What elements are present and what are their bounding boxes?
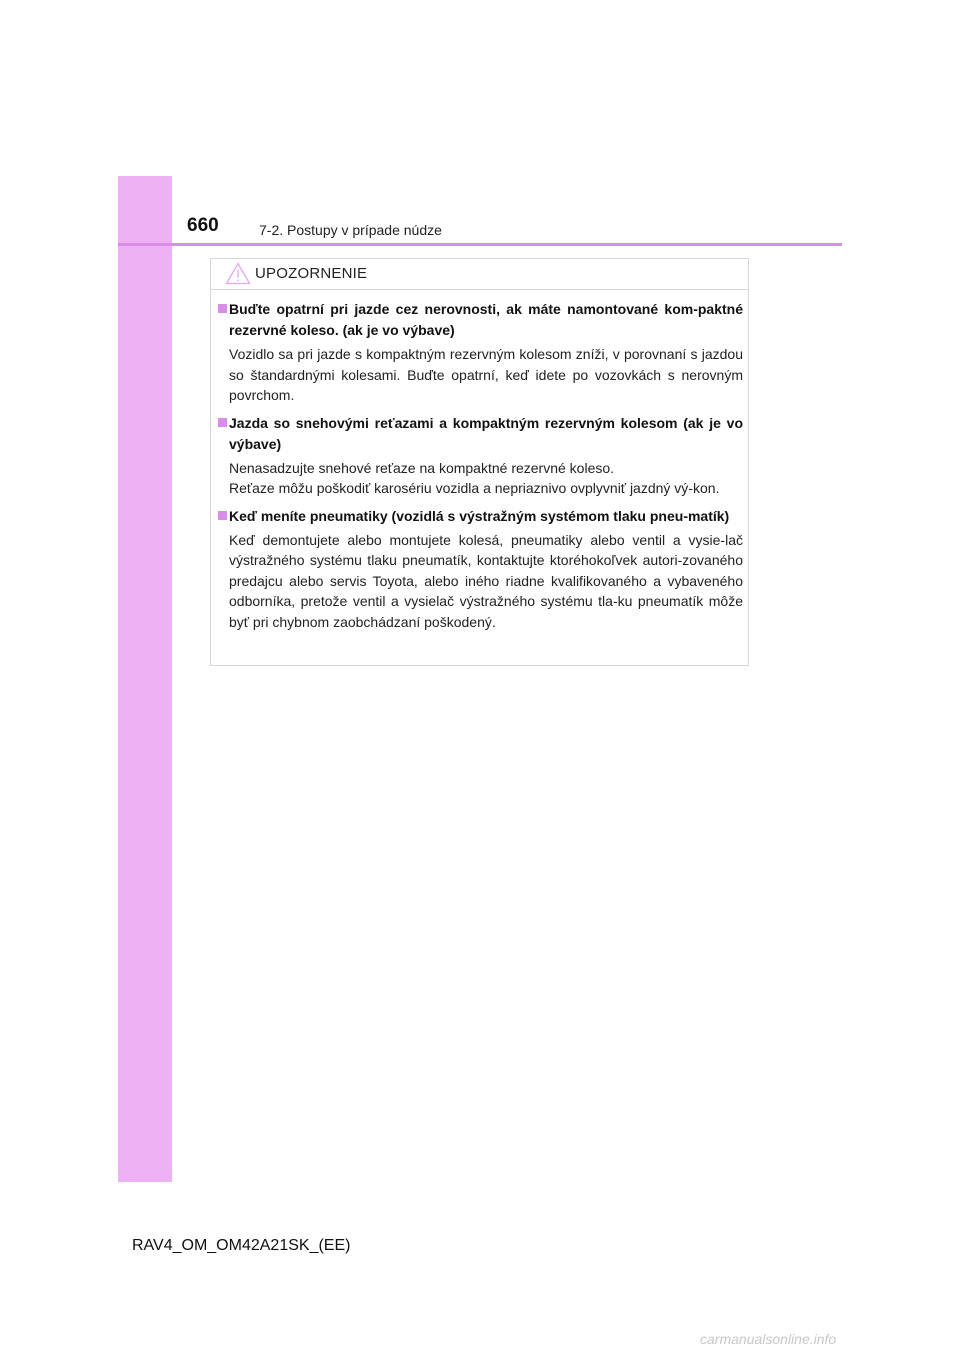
header-divider [118,243,842,246]
heading-text: Buďte opatrní pri jazde cez nerovnosti, ak máte namontované kom-paktné rezervné koleso. (ak je vo výbave) [229,301,743,338]
warning-triangle-icon [225,262,251,285]
warning-item-text [218,458,743,499]
warning-item-heading [218,413,743,455]
warning-item-text: Keď demontujete alebo montujete kolesá, pneumatiky alebo ventil a vysie-lač výstražného systému tlaku pneumatík, kontaktujte ktoréhokoľvek autori-zovaného predajcu alebo servis Toyota, alebo iného riadne kvalifikovaného a vybaveného odborníka, pretože ventil a vysielač výstražného systému tla-ku pneumatík môže byť pri chybnom zaobchádzaní poškodený. [229,531,743,630]
warning-item [218,299,743,406]
warning-item [218,506,743,633]
chapter-side-tab [118,176,172,1182]
heading-text: Jazda so snehovými reťazami a kompaktným rezervným kolesom (ak je vo výbave) [229,414,743,452]
warning-item-heading [218,506,743,527]
square-bullet-icon [218,511,227,520]
warning-item-heading [218,299,743,341]
section-title: 7-2. Postupy v prípade núdze [259,222,442,238]
warning-box [210,258,749,666]
text-line: Reťaze môžu poškodiť karosériu vozidla a nepriaznivo ovplyvniť jazdný vý-kon. [229,480,720,496]
square-bullet-icon [218,304,227,313]
page-number: 660 [187,215,219,236]
heading-text: Keď meníte pneumatiky (vozidlá s výstražným systémom tlaku pneu-matík) [229,507,730,524]
text-line: Nenasadzujte snehové reťaze na kompaktné rezervné koleso. [229,459,615,476]
square-bullet-icon [218,418,227,427]
warning-body [218,299,743,639]
warning-item-text: Vozidlo sa pri jazde s kompaktným rezervným kolesom zníži, v porovnaní s jazdou so štandardnými kolesami. Buďte opatrní, keď idete po vozovkách s nerovným povrchom. [229,346,743,403]
watermark: carmanualsonline.info [700,1331,837,1347]
warning-label: UPOZORNENIE [255,265,368,282]
warning-item [218,413,743,499]
warning-header [211,259,748,290]
document-code: RAV4_OM_OM42A21SK_(EE) [132,1237,351,1254]
